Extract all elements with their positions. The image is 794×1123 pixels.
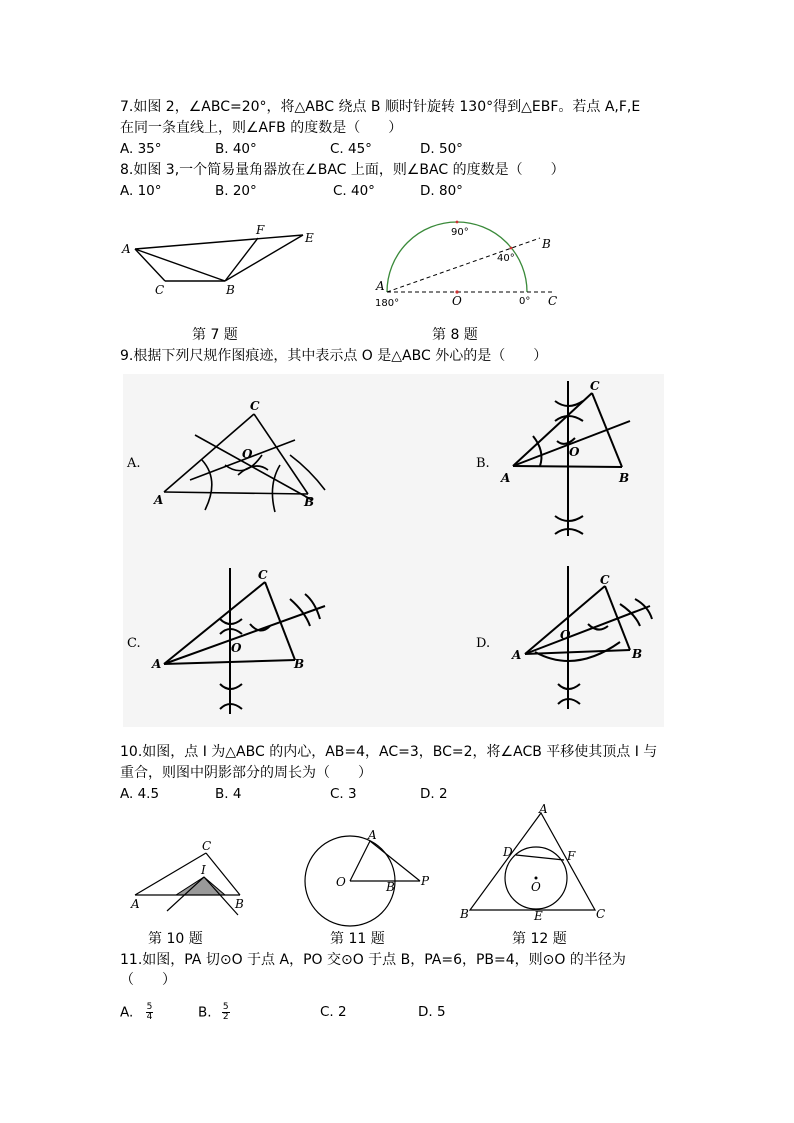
label-b: B [235, 897, 244, 911]
label-f: F [567, 849, 576, 863]
label-180: 180° [375, 298, 400, 309]
q9-figure-a [150, 400, 350, 520]
label-b: B [619, 471, 630, 485]
q10-option-a: A. 4.5 [120, 786, 160, 802]
segment-eb [225, 235, 303, 281]
figure-10-caption: 第 10 题 [148, 931, 203, 947]
label-0: 0° [519, 296, 531, 307]
figure-7 [110, 215, 330, 305]
q7-line1: 7.如图 2，∠ABC=20°，将△ABC 绕点 B 顺时针旋转 130°得到△EBF。若点 A,F,E [120, 99, 641, 115]
figure-11-caption: 第 11 题 [330, 931, 385, 947]
q9-option-c: C. [127, 636, 141, 651]
label-a: A [131, 897, 140, 911]
label-c: C [548, 294, 558, 308]
q7-option-a: A. 35° [120, 141, 162, 157]
label-b: B [226, 283, 235, 297]
segment-fb [225, 238, 258, 281]
label-b: B [632, 647, 643, 661]
figure-12 [455, 803, 610, 925]
label-p: P [421, 874, 430, 888]
label-o: O [242, 447, 253, 461]
label-b: B [542, 237, 551, 251]
figure-12-caption: 第 12 题 [512, 931, 567, 947]
q9-line1: 9.根据下列尺规作图痕迹，其中表示点 O 是△ABC 外心的是（ ） [120, 348, 548, 364]
q11-option-a-fraction: $\frac{5}{4}$ [146, 1002, 153, 1022]
mark-90 [456, 221, 459, 224]
q7-option-d: D. 50° [420, 141, 463, 157]
q8-option-c: C. 40° [333, 183, 375, 199]
q11-option-b-fraction: $\frac{5}{2}$ [222, 1002, 229, 1022]
segment-ae [135, 235, 303, 249]
q9-figure-d [500, 564, 665, 714]
segment-ab [135, 249, 225, 281]
label-c: C [155, 283, 165, 297]
q8-line1: 8.如图 3,一个简易量角器放在∠BAC 上面，则∠BAC 的度数是（ ） [120, 162, 565, 178]
q9-option-b: B. [476, 456, 490, 471]
label-b: B [386, 880, 395, 894]
label-o: O [560, 628, 571, 642]
label-c: C [258, 568, 268, 582]
label-90: 90° [451, 227, 469, 238]
figure-10 [125, 835, 255, 925]
q11-option-b: B. $\frac{5}{2}$ [198, 1002, 229, 1022]
label-i: I [201, 863, 206, 877]
label-a: A [122, 242, 131, 256]
figure-7-caption: 第 7 题 [192, 327, 238, 343]
label-o: O [531, 880, 541, 894]
q11-option-c: C. 2 [320, 1004, 347, 1020]
q7-option-b: B. 40° [215, 141, 257, 157]
ray-ab [387, 238, 540, 292]
label-b: B [460, 907, 469, 921]
label-a: A [376, 279, 385, 293]
q10-line2: 重合，则图中阴影部分的周长为（ ） [120, 765, 372, 781]
q11-option-a: A. $\frac{5}{4}$ [120, 1002, 153, 1022]
q7-option-c: C. 45° [330, 141, 372, 157]
label-c: C [250, 399, 260, 413]
label-b: B [294, 657, 305, 671]
label-40: 40° [497, 253, 515, 264]
label-a: A [539, 802, 548, 816]
label-b: B [304, 495, 315, 509]
label-o: O [336, 875, 346, 889]
q8-option-d: D. 80° [420, 183, 463, 199]
segment-oa [350, 841, 370, 881]
q11-line2: （ ） [120, 972, 176, 988]
figure-8 [370, 212, 570, 312]
label-o: O [569, 445, 580, 459]
label-a: A [501, 471, 511, 485]
label-o: O [231, 641, 242, 655]
figure-8-caption: 第 8 题 [432, 327, 478, 343]
q8-option-b: B. 20° [215, 183, 257, 199]
triangle-abc [470, 813, 595, 910]
label-e: E [534, 909, 543, 923]
q11-line1: 11.如图，PA 切⊙O 于点 A，PO 交⊙O 于点 B，PA=6，PB=4，则⊙O 的半径为 [120, 952, 626, 968]
q7-line2: 在同一条直线上，则∠AFB 的度数是（ ） [120, 120, 403, 136]
label-c: C [596, 907, 606, 921]
label-a: A [512, 648, 522, 662]
label-a: A [368, 828, 377, 842]
q10-option-c: C. 3 [330, 786, 357, 802]
label-o: O [452, 294, 462, 308]
label-c: C [600, 573, 610, 587]
q9-figure-b [495, 376, 645, 541]
q9-option-a: A. [127, 456, 141, 471]
q9-option-d: D. [476, 636, 491, 651]
figure-11 [298, 825, 438, 925]
label-e: E [305, 231, 314, 245]
label-a: A [154, 493, 164, 507]
q8-option-a: A. 10° [120, 183, 162, 199]
label-a: A [152, 657, 162, 671]
label-c: C [590, 379, 600, 393]
label-c: C [202, 839, 212, 853]
label-f: F [256, 223, 265, 237]
q10-option-d: D. 2 [420, 786, 448, 802]
q11-option-d: D. 5 [418, 1004, 446, 1020]
label-d: D [503, 845, 513, 859]
q10-line1: 10.如图，点 I 为△ABC 的内心，AB=4，AC=3，BC=2，将∠ACB 平移使其顶点 I 与 [120, 744, 658, 760]
q9-figure-c [150, 564, 335, 719]
mark-40 [510, 247, 513, 250]
q10-option-b: B. 4 [215, 786, 242, 802]
